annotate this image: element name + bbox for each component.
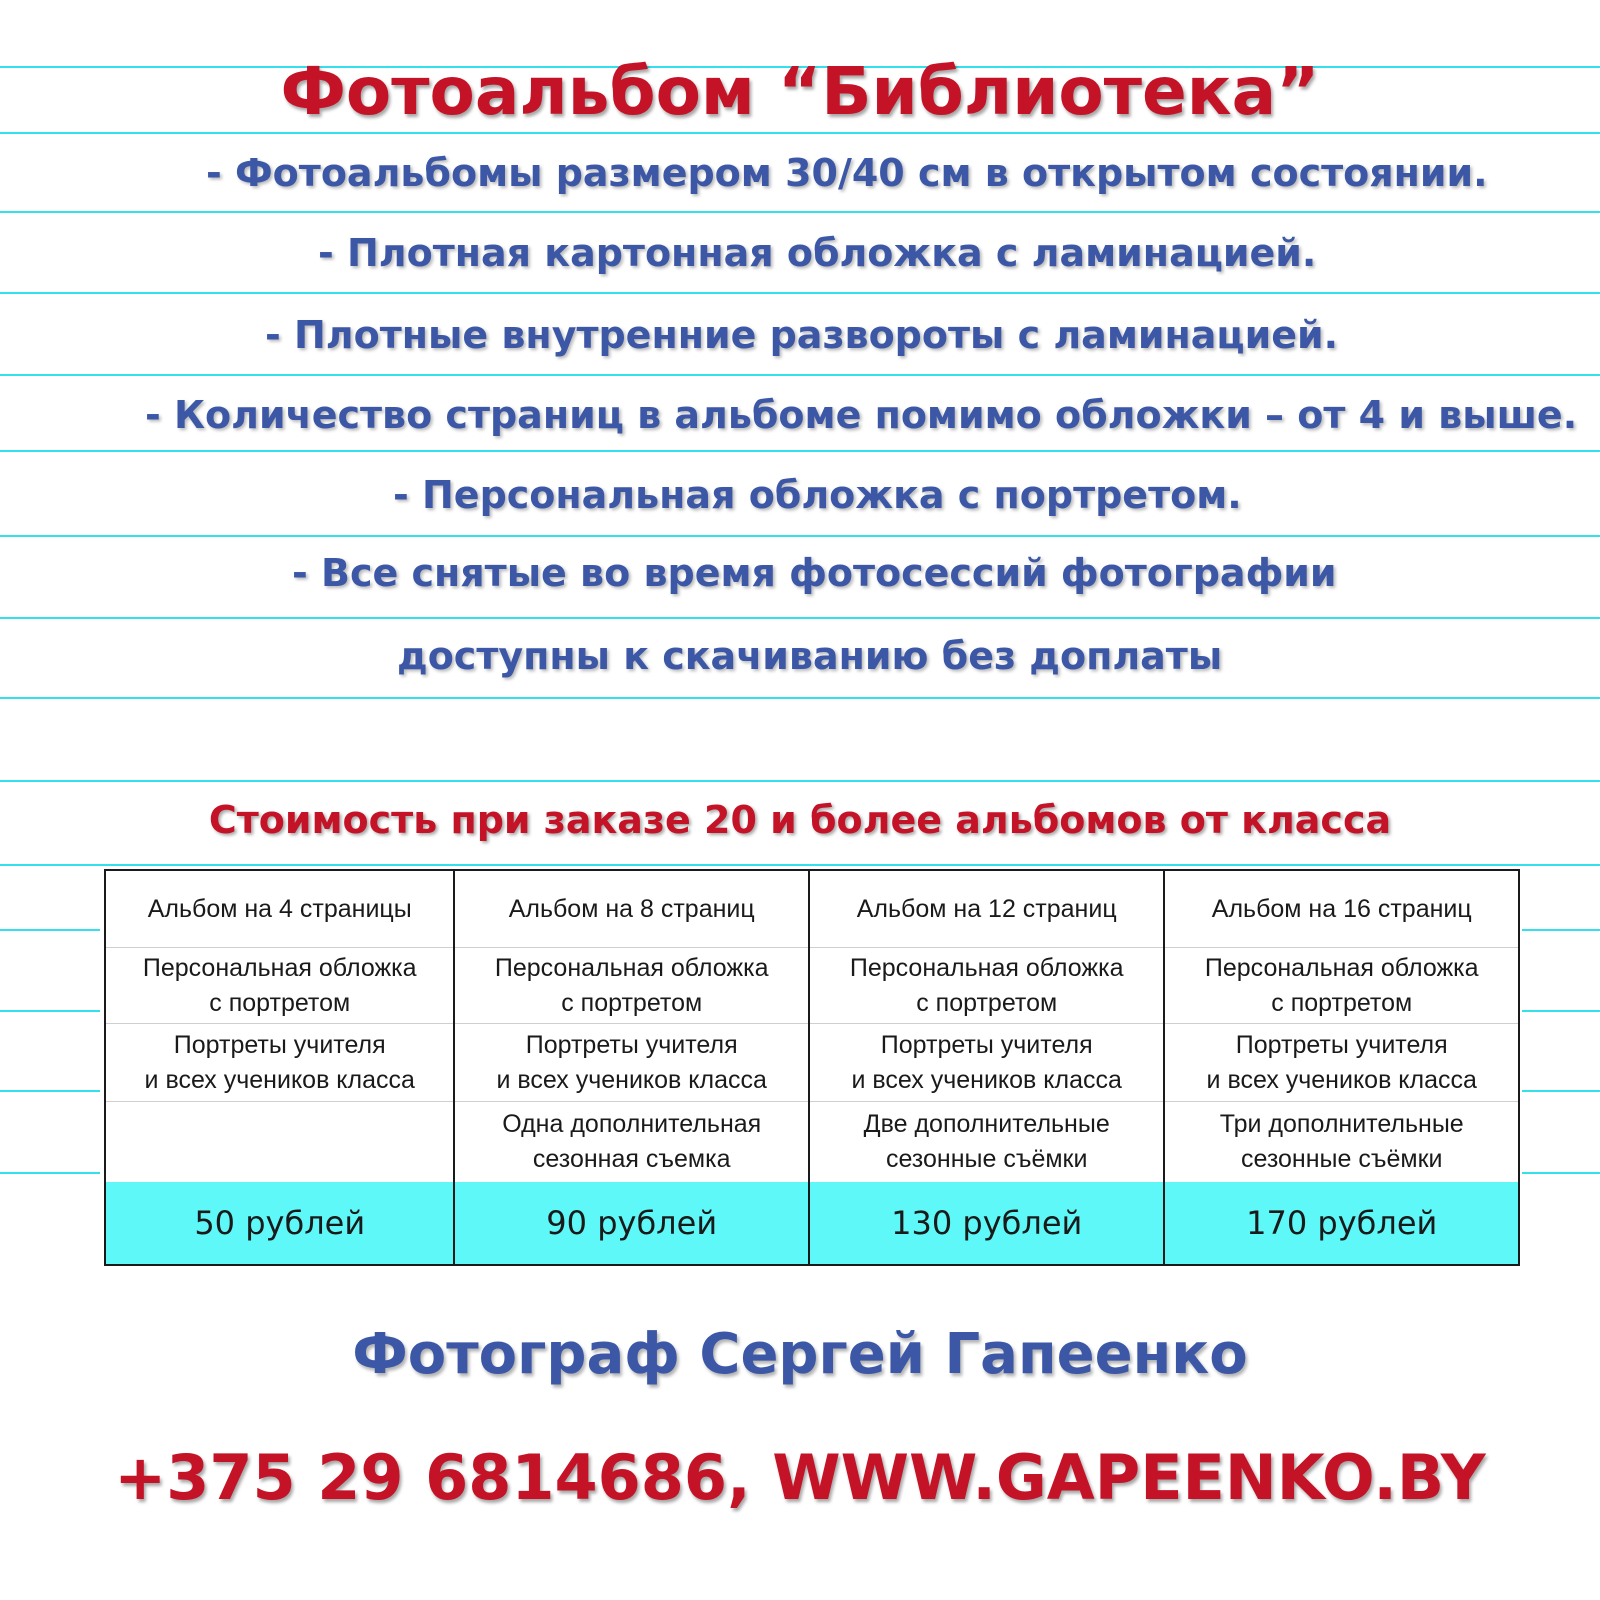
ruled-line — [0, 780, 1600, 782]
feature-line: - Плотные внутренние развороты с ламинацией. — [265, 313, 1339, 357]
cell-line: Персональная обложка — [494, 953, 769, 982]
portraits-cell — [809, 1024, 1165, 1102]
ruled-line — [0, 697, 1600, 699]
ruled-line — [0, 535, 1600, 537]
cell-line: Персональная обложка — [1204, 953, 1479, 982]
cell-line: Портреты учителя — [173, 1030, 386, 1059]
cell-line: Одна дополнительная — [502, 1110, 762, 1138]
ruled-line — [0, 1010, 100, 1012]
ruled-line — [1522, 1010, 1600, 1012]
table-row — [105, 870, 1519, 948]
ruled-line — [0, 864, 1600, 866]
cover-cell — [809, 948, 1165, 1024]
table-row — [105, 948, 1519, 1024]
page-title: Фотоальбом “Библиотека” — [280, 53, 1320, 130]
album-name-cell: Альбом на 12 страниц — [809, 870, 1165, 948]
cell-line: и всех учеников класса — [144, 1065, 415, 1094]
feature-line: доступны к скачиванию без доплаты — [397, 634, 1223, 678]
ruled-line — [1522, 1090, 1600, 1092]
portraits-cell — [454, 1024, 809, 1102]
cell-line: и всех учеников класса — [851, 1065, 1122, 1094]
extra-shoot-cell — [105, 1102, 454, 1183]
cell-line: Две дополнительные — [863, 1110, 1110, 1138]
extra-shoot-cell — [1164, 1102, 1519, 1183]
extra-shoot-cell — [809, 1102, 1165, 1183]
price-cell: 50 рублей — [105, 1182, 454, 1265]
cover-cell — [454, 948, 809, 1024]
photographer-name: Фотограф Сергей Гапеенко — [352, 1322, 1248, 1387]
ruled-line — [0, 374, 1600, 376]
feature-line: - Все снятые во время фотосессий фотографии — [292, 551, 1337, 595]
ruled-line — [1522, 929, 1600, 931]
ruled-line — [0, 211, 1600, 213]
ruled-line — [0, 929, 100, 931]
feature-line: - Плотная картонная обложка с ламинацией. — [318, 231, 1317, 275]
contact-info: +375 29 6814686, WWW.GAPEENKO.BY — [114, 1441, 1486, 1514]
cell-line: Три дополнительные — [1219, 1110, 1464, 1138]
portraits-cell — [105, 1024, 454, 1102]
cover-cell — [1164, 948, 1519, 1024]
album-name-cell: Альбом на 16 страниц — [1164, 870, 1519, 948]
cell-line: и всех учеников класса — [496, 1065, 767, 1094]
price-table — [104, 869, 1520, 1266]
pricing-title: Стоимость при заказе 20 и более альбомов от класса — [208, 798, 1392, 842]
ruled-line — [1522, 1172, 1600, 1174]
cell-line: сезонные съёмки — [1240, 1145, 1443, 1173]
cell-line: Портреты учителя — [525, 1030, 738, 1059]
portraits-cell — [1164, 1024, 1519, 1102]
cell-line: Персональная обложка — [849, 953, 1124, 982]
cell-line: Персональная обложка — [142, 953, 417, 982]
cover-cell — [105, 948, 454, 1024]
ruled-line — [0, 1172, 100, 1174]
extra-shoot-cell — [454, 1102, 809, 1183]
feature-line: - Фотоальбомы размером 30/40 см в открытом состоянии. — [206, 151, 1488, 195]
cell-line: Портреты учителя — [880, 1030, 1093, 1059]
feature-line: - Персональная обложка с портретом. — [393, 473, 1242, 517]
cell-line: сезонные съёмки — [885, 1145, 1088, 1173]
cell-line: сезонная съемка — [532, 1145, 731, 1173]
cell-line: с портретом — [1271, 988, 1413, 1017]
cell-line: с портретом — [209, 988, 351, 1017]
feature-line: - Количество страниц в альбоме помимо обложки – от 4 и выше. — [145, 393, 1578, 437]
cell-line: Портреты учителя — [1235, 1030, 1448, 1059]
table-row — [105, 1102, 1519, 1183]
album-name-cell: Альбом на 8 страниц — [454, 870, 809, 948]
ruled-line — [0, 450, 1600, 452]
price-cell: 90 рублей — [454, 1182, 809, 1265]
cell-line: с портретом — [561, 988, 703, 1017]
price-cell: 170 рублей — [1164, 1182, 1519, 1265]
ruled-line — [0, 132, 1600, 134]
ruled-line — [0, 617, 1600, 619]
ruled-line — [0, 292, 1600, 294]
album-name-cell: Альбом на 4 страницы — [105, 870, 454, 948]
table-row — [105, 1182, 1519, 1265]
price-cell: 130 рублей — [809, 1182, 1165, 1265]
cell-line: с портретом — [916, 988, 1058, 1017]
ruled-line — [0, 1090, 100, 1092]
table-row — [105, 1024, 1519, 1102]
cell-line: и всех учеников класса — [1206, 1065, 1477, 1094]
